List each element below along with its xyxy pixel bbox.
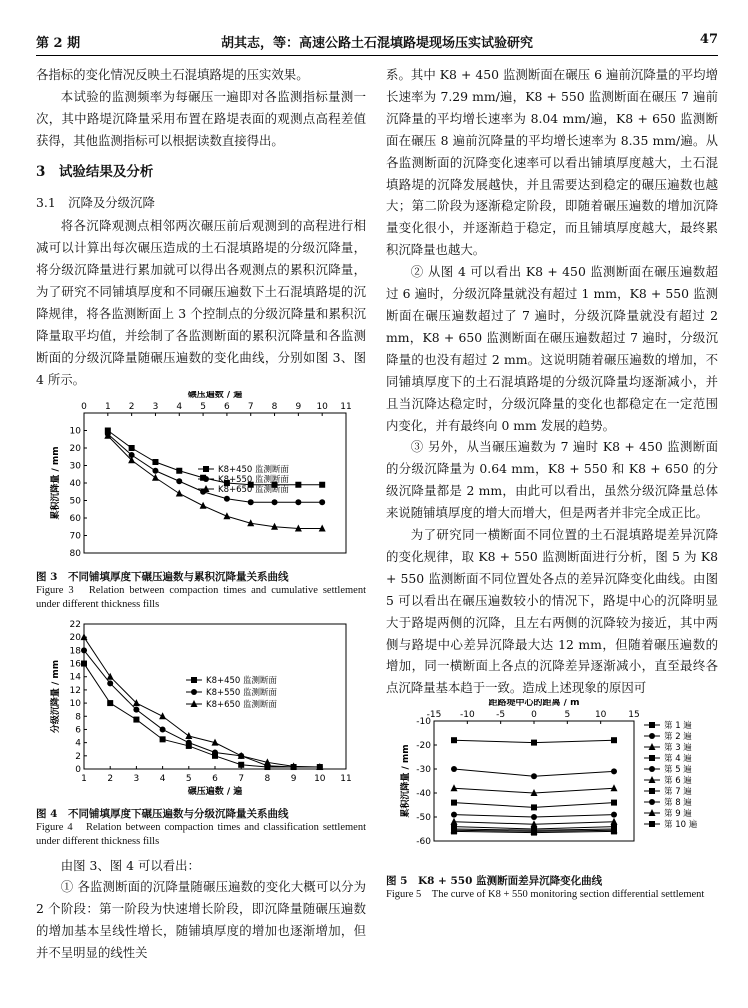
figure-4-chart	[36, 618, 366, 798]
data-point	[203, 476, 209, 482]
series-line	[108, 434, 322, 502]
y-tick-label: 20	[69, 632, 81, 643]
y-tick-label: 16	[69, 659, 81, 670]
data-point	[133, 716, 139, 722]
data-point	[649, 733, 655, 739]
data-point	[203, 466, 209, 472]
data-point	[319, 481, 325, 487]
data-point	[186, 739, 192, 745]
data-point	[107, 700, 113, 706]
caption-en: Figure 4 Relation between compaction times and classification settlement under different thickness fills	[36, 821, 366, 847]
caption-zh: 图 4 不同铺填厚度下碾压遍数与分级沉降量关系曲线	[36, 807, 289, 820]
y-tick-label: 20	[69, 443, 81, 454]
data-point	[531, 740, 537, 746]
data-point	[451, 737, 457, 743]
data-point	[191, 677, 197, 683]
y-tick-label: 22	[69, 619, 81, 630]
x-tick-label: 4	[159, 773, 166, 784]
y-tick-label: 50	[69, 496, 81, 507]
paragraph: 将各沉降观测点相邻两次碾压前后观测到的高程进行相减可以计算出每次碾压造成的土石混填路堤的分级沉降量，将分级沉降量进行累加就可以得出各观测点的累积沉降量，为了研究不同铺填厚度和不同碾压遍数下土石混填路堤的沉降规律，将各监测断面上 3 个控制点的分级沉降量和累积沉降量取平均值，并绘制了各监测断面的累积沉降量和各监测断面的分级沉降量随碾压遍数的变化曲线，分别如图 3、图 4 所示。	[36, 218, 366, 387]
x-tick-label: 8	[264, 773, 271, 784]
data-point	[159, 712, 166, 719]
y-tick-label: 0	[75, 764, 81, 775]
legend-label: 第 10 遍	[664, 820, 698, 831]
subsection-heading: 3.1 沉降及分级沉降	[36, 194, 155, 210]
plot-frame	[84, 413, 346, 553]
y-tick-label: -60	[416, 837, 431, 848]
legend-label: 第 7 遍	[664, 787, 692, 798]
x-tick-label: 10	[594, 710, 607, 721]
data-point	[611, 769, 617, 775]
data-point	[81, 660, 87, 666]
caption-en: Figure 5 The curve of K8 + 550 monitoring section differential settlement	[386, 889, 705, 901]
running-title: 胡其志，等：高速公路土石混填路堤现场压实试验研究	[220, 36, 533, 51]
x-tick-label: 11	[340, 401, 352, 412]
figure-3-caption	[36, 570, 366, 612]
data-point	[649, 788, 655, 794]
x-tick-label: 5	[564, 710, 571, 721]
y-axis-label: 累积沉降量 / mm	[51, 446, 61, 520]
data-point	[129, 445, 135, 451]
y-tick-label: 60	[69, 513, 81, 524]
x-tick-label: 4	[176, 401, 183, 412]
data-point	[200, 501, 207, 508]
x-axis-label: 碾压遍数 / 遍	[187, 786, 243, 797]
x-tick-label: 0	[81, 401, 87, 412]
data-point	[160, 726, 166, 732]
data-point	[611, 784, 618, 791]
caption-zh: 图 3 不同铺填厚度下碾压遍数与累积沉降量关系曲线	[36, 570, 289, 583]
y-tick-label: -40	[416, 789, 431, 800]
figure-5-chart	[386, 699, 718, 865]
data-point	[176, 467, 182, 473]
paragraph: ① 各监测断面的沉降量随碾压遍数的变化大概可以分为 2 个阶段：第一阶段为快速增长阶段，即沉降量随碾压遍数的增加基本呈线性增长，随铺填厚度的增加也逐渐增加，但并不呈明显的线性关	[36, 879, 366, 961]
section-heading: 3 试验结果及分析	[36, 163, 154, 180]
x-tick-label: -15	[426, 710, 442, 721]
y-tick-label: 18	[69, 645, 81, 656]
y-tick-label: 14	[69, 672, 81, 683]
y-axis-label: 累积沉降量 / mm	[401, 744, 411, 818]
y-tick-label: 40	[69, 478, 81, 489]
x-tick-label: 10	[316, 401, 328, 412]
data-point	[248, 499, 254, 505]
legend-label: 第 3 遍	[664, 743, 692, 754]
legend-label: 第 5 遍	[664, 765, 692, 776]
x-tick-label: 6	[224, 401, 230, 412]
data-point	[160, 736, 166, 742]
data-point	[295, 499, 301, 505]
y-tick-label: -20	[416, 741, 431, 752]
y-axis-label: 分级沉降量 / mm	[51, 659, 61, 733]
issue-number: 第 2 期	[36, 36, 81, 51]
data-point	[272, 499, 278, 505]
legend-label: K8+550 监测断面	[206, 687, 278, 698]
x-tick-label: 15	[628, 710, 640, 721]
x-tick-label: 7	[247, 401, 254, 412]
data-point	[451, 800, 457, 806]
data-point	[451, 829, 457, 835]
x-tick-label: 6	[212, 773, 218, 784]
data-point	[212, 749, 218, 755]
x-tick-label: -10	[459, 710, 475, 721]
data-point	[224, 495, 230, 501]
x-axis-label: 距路堤中心的距离 / m	[488, 699, 580, 709]
y-tick-label: 30	[69, 461, 81, 472]
x-tick-label: 9	[290, 773, 297, 784]
data-point	[649, 799, 655, 805]
x-tick-label: 10	[314, 773, 326, 784]
y-tick-label: 6	[75, 725, 81, 736]
data-point	[152, 459, 158, 465]
page-number: 47	[699, 32, 718, 47]
legend-label: K8+650 监测断面	[206, 699, 278, 710]
series-line	[108, 430, 322, 484]
paragraph: 由图 3、图 4 可以看出：	[60, 857, 200, 873]
x-tick-label: 11	[340, 773, 352, 784]
y-tick-label: 10	[69, 698, 81, 709]
x-tick-label: 1	[81, 773, 87, 784]
y-tick-label: 80	[69, 548, 81, 559]
y-tick-label: -30	[416, 765, 431, 776]
paragraph: 为了研究同一横断面不同位置的土石混填路堤差异沉降的变化规律，取 K8 + 550 监测断面进行分析，图 5 为 K8 + 550 监测断面不同位置处各点的差异沉降变化曲线。由图 5 可以看出在碾压遍数较小的情况下，路堤中心的沉降明显大于路堤两侧的沉降，且左右两侧的沉降较为接近，其中两侧与路堤中心差异沉降最大达 12 mm，但随着碾压遍数的增加，同一横断面上各点的沉降差异逐渐减小，直至最终各点沉降量基本趋于一致。造成上述现象的原因可	[386, 527, 718, 696]
paragraph: ③ 另外，从当碾压遍数为 7 遍时 K8 + 450 监测断面的分级沉降量为 0.64 mm，K8 + 550 和 K8 + 650 的分级沉降量都是 2 mm，由此可以看出，虽然分级沉降量总体来说随铺填厚度的增大而增大，但是两者并非完全成正比。	[386, 439, 718, 521]
paragraph: ② 从图 4 可以看出 K8 + 450 监测断面在碾压遍数超过 6 遍时，分级沉降量就没有超过 1 mm，K8 + 550 监测断面在碾压遍数超过了 7 遍时，分级沉降量就没有超过 2 mm，K8 + 650 监测断面在碾压遍数超过 7 遍时，分级沉降量的也没有超过 2 mm。这说明随着碾压遍数的增加，不同铺填厚度下的土石混填路堤的分级沉降量均逐渐减小，并且当沉降达稳定时，分级沉降量的变化也都稳定在一定范围内变化，并有最终向 0 mm 发展的趋势。	[386, 264, 718, 433]
x-tick-label: 2	[107, 773, 114, 784]
legend-label: 第 6 遍	[664, 776, 692, 787]
legend-label: 第 4 遍	[664, 754, 692, 765]
legend-label: 第 9 遍	[664, 809, 692, 820]
figure-4-caption	[36, 807, 366, 849]
data-point	[133, 706, 139, 712]
legend-label: K8+450 监测断面	[206, 675, 278, 686]
y-tick-label: -50	[416, 813, 431, 824]
data-point	[649, 755, 655, 761]
paragraph: 本试验的监测频率为每碾压一遍即对各监测指标量测一次，其中路堤沉降量采用布置在路堤表面的观测点高程差值获得，其他监测指标可以根据读数直接得出。	[36, 88, 366, 148]
x-tick-label: -5	[496, 710, 506, 721]
x-axis-label: 碾压遍数 / 遍	[187, 390, 243, 400]
y-tick-label: 4	[75, 738, 81, 749]
x-tick-label: 8	[271, 401, 278, 412]
paragraph: 各指标的变化情况反映土石混填路堤的压实效果。	[36, 67, 309, 82]
data-point	[451, 784, 458, 791]
left-column	[36, 64, 366, 964]
data-point	[107, 680, 113, 686]
data-point	[176, 478, 182, 484]
x-tick-label: 5	[185, 773, 192, 784]
x-tick-label: 2	[128, 401, 135, 412]
data-point	[649, 821, 655, 827]
paragraph: 系。其中 K8 + 450 监测断面在碾压 6 遍前沉降量的平均增长速率为 7.29 mm/遍，K8 + 550 监测断面在碾压 7 遍前沉降量的平均增长速率为 8.04 mm/遍，K8 + 650 监测断面在碾压 8 遍前沉降量的平均增长速率为 8.35 mm/遍。从各监测断面的沉降变化速率可以看出铺填厚度越大，土石混填路堤的沉降发展越快，并且需要达到稳定的碾压遍数也越大；第二阶段为逐渐稳定阶段，即随着碾压遍数的增加沉降量变化很小，并逐渐趋于稳定，而且铺填厚度越大，最终累积沉降量也越大。	[386, 67, 718, 258]
data-point	[611, 829, 617, 835]
y-tick-label: 10	[69, 426, 81, 437]
data-point	[531, 814, 537, 820]
page-header	[36, 32, 718, 52]
data-point	[531, 830, 537, 836]
data-point	[319, 499, 325, 505]
data-point	[611, 737, 617, 743]
data-point	[611, 800, 617, 806]
x-tick-label: 0	[531, 710, 537, 721]
data-point	[649, 766, 655, 772]
x-tick-label: 1	[104, 401, 111, 412]
data-point	[152, 467, 158, 473]
series-line	[84, 663, 320, 766]
right-column	[386, 64, 718, 908]
x-tick-label: 3	[152, 401, 159, 412]
data-point	[611, 812, 617, 818]
data-point	[223, 512, 230, 519]
caption-zh: 图 5 K8 + 550 监测断面差异沉降变化曲线	[386, 875, 603, 888]
legend-label: 第 1 遍	[664, 721, 692, 732]
legend-label: K8+650 监测断面	[218, 484, 290, 495]
header-rule	[36, 55, 718, 56]
y-tick-label: 2	[75, 751, 81, 762]
data-point	[238, 761, 244, 767]
legend-label: 第 2 遍	[664, 732, 692, 743]
x-tick-label: 5	[200, 401, 206, 412]
data-point	[295, 481, 301, 487]
y-tick-label: -10	[416, 717, 431, 728]
legend-label: K8+450 监测断面	[218, 464, 290, 475]
data-point	[451, 812, 457, 818]
x-tick-label: 9	[295, 401, 302, 412]
x-tick-label: 3	[133, 773, 140, 784]
data-point	[531, 805, 537, 811]
figure-3-chart	[36, 391, 366, 561]
data-point	[185, 732, 192, 739]
data-point	[531, 773, 537, 779]
data-point	[649, 722, 655, 728]
legend-label: K8+550 监测断面	[218, 474, 290, 485]
data-point	[81, 647, 87, 653]
data-point	[191, 689, 197, 695]
series-line	[108, 435, 322, 528]
caption-en: Figure 3 Relation between compaction times and cumulative settlement under different thickness fills	[36, 584, 366, 610]
data-point	[176, 489, 183, 496]
figure-5-caption	[386, 874, 718, 902]
data-point	[152, 473, 159, 480]
legend-label: 第 8 遍	[664, 798, 692, 809]
y-tick-label: 70	[69, 531, 81, 542]
y-tick-label: 12	[69, 685, 81, 696]
data-point	[451, 766, 457, 772]
x-tick-label: 7	[238, 773, 245, 784]
y-tick-label: 8	[75, 711, 81, 722]
